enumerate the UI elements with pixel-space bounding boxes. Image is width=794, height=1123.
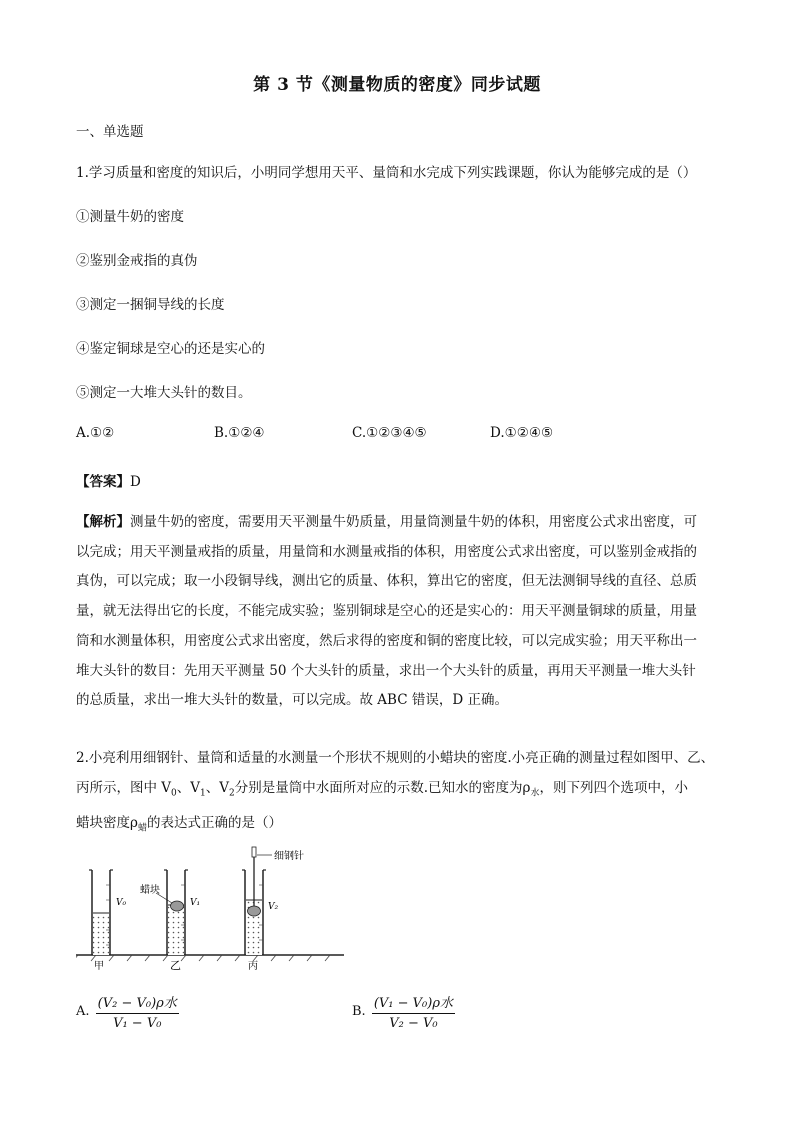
label-yi: 乙 (170, 959, 181, 970)
needle-label: 细钢针 (274, 851, 304, 862)
q1-item-5: ⑤测定一大堆大头针的数目。 (76, 385, 252, 401)
v2-label: V₂ (268, 902, 279, 912)
label-bing: 丙 (248, 961, 258, 970)
fraction-a: $\frac{\text{(V₂ − V₀)ρ水}}{\text{V₁ − V₀}}$ (96, 992, 179, 1031)
q1-option-a: A.①② (76, 425, 115, 441)
cylinder-figure (76, 845, 346, 970)
wax-label: 蜡块 (140, 885, 160, 896)
q2-option-a: A. $\frac{\text{(V₂ − V₀)ρ水}}{\text{V₁ − V₀}}$ (76, 992, 179, 1031)
question-1-stem: 1.学习质量和密度的知识后，小明同学想用天平、量筒和水完成下列实践课题，你认为能够完成的是（） (76, 165, 697, 181)
analysis-line: 【解析】测量牛奶的密度，需要用天平测量牛奶质量，用量筒测量牛奶的体积，用密度公式求出密度，可 (76, 514, 697, 530)
fraction-b: $\frac{\text{(V₁ − V₀)ρ水}}{\text{V₂ − V₀}}$ (372, 992, 455, 1031)
answer-label: 【答案】 (76, 474, 130, 490)
analysis-label: 【解析】 (76, 514, 130, 530)
q1-item-3: ③测定一捆铜导线的长度 (76, 297, 225, 313)
analysis-line: 筒和水测量体积，用密度公式求出密度，然后求得的密度和铜的密度比较，可以完成实验；用天平称出一 (76, 632, 697, 649)
answer-value: D (130, 474, 141, 490)
cylinder-yi (156, 870, 188, 955)
q1-option-b: B.①②④ (214, 425, 265, 441)
q1-item-4: ④鉴定铜球是空心的还是实心的 (76, 341, 265, 357)
v1-label: V₁ (190, 898, 201, 908)
q2-option-b: B. $\frac{\text{(V₁ − V₀)ρ水}}{\text{V₂ − V₀}}$ (352, 992, 455, 1031)
page-title: 第 3 节《测量物质的密度》同步试题 (253, 75, 541, 95)
analysis-line: 以完成；用天平测量戒指的质量，用量筒和水测量戒指的体积，用密度公式求出密度，可以鉴别金戒指的 (76, 543, 697, 560)
q1-option-c: C.①②③④⑤ (352, 425, 427, 441)
analysis-line: 的总质量，求出一堆大头针的数量，可以完成。故 ABC 错误，D 正确。 (76, 692, 508, 709)
q1-item-2: ②鉴别金戒指的真伪 (76, 253, 198, 269)
wax-block-bing (248, 906, 261, 916)
cylinder-bing (242, 847, 272, 955)
label-jia: 甲 (94, 961, 104, 970)
cylinder-jia (89, 870, 113, 955)
q1-analysis (76, 508, 720, 716)
q1-item-1: ①测量牛奶的密度 (76, 209, 184, 225)
analysis-line: 量，就无法得出它的长度，不能完成实验；鉴别铜球是空心的还是实心的：用天平测量铜球的质量，用量 (76, 603, 697, 620)
analysis-line: 真伪，可以完成；取一小段铜导线，测出它的质量、体积，算出它的密度，但无法测铜导线的直径、总质 (76, 573, 697, 590)
wax-block-yi (171, 901, 184, 911)
analysis-line: 堆大头针的数目：先用天平测量 50 个大头针的质量，求出一个大头针的质量，再用天平测量一堆大头针 (76, 662, 696, 679)
q1-answer (76, 470, 141, 490)
question-2-stem: 2.小亮利用细钢针、量筒和适量的水测量一个形状不规则的小蜡块的密度.小亮正确的测量过程如图甲、乙、 丙所示，图中 $V_0$、$V_1$、$V_2$分别是量筒中水面所对应的示数.已知水的密度为$\rho_水$，则下列四个选项中，小 蜡块密度$\rho_蜡$的表达式正确的是（） (76, 750, 715, 834)
v0-label: V₀ (116, 898, 127, 908)
q1-option-d: D.①②④⑤ (490, 425, 554, 441)
section-heading: 一、单选题 (76, 124, 144, 140)
